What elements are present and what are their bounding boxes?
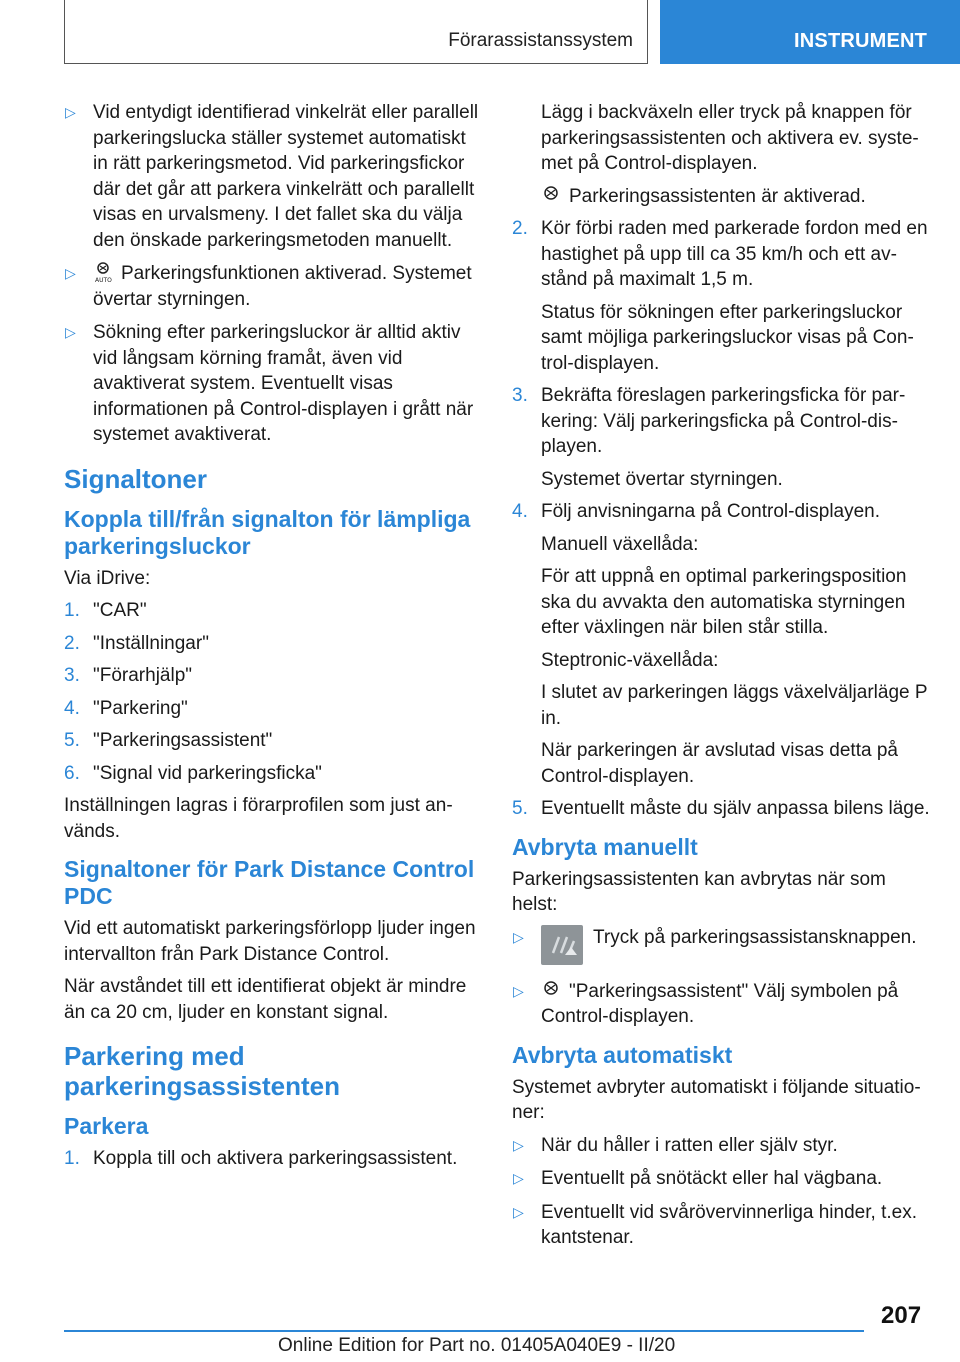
step-note: I slutet av parkeringen läggs växelväljarläge P in. bbox=[541, 682, 928, 729]
step-note: Status för sökningen efter parkeringsluckor samt möjliga parkeringsluckor visas på Control-displayen. bbox=[541, 301, 914, 374]
right-column bbox=[512, 100, 932, 1259]
header-chapter-box bbox=[660, 0, 960, 64]
bullet-item: ▷ Sökning efter parkeringsluckor är alltid aktiv vid långsam körning framåt, även vid avaktiverat system. Eventuellt visas informationen på Control-displayen i grått när systemet avaktiverat. bbox=[64, 320, 482, 448]
park-step: 5. Eventuellt måste du själv anpassa bilens läge. bbox=[512, 798, 930, 819]
svg-text:AUTO: ▷ AUTO bbox=[95, 277, 112, 283]
menu-step: 5. "Parkeringsassistent" bbox=[64, 730, 273, 751]
heading-pdc: Signaltoner för Park Distance Control PDC bbox=[64, 856, 475, 909]
heading-avbryta-automatiskt: Avbryta automatiskt bbox=[512, 1041, 733, 1068]
menu-step: 4. "Parkering" bbox=[64, 697, 188, 719]
menu-step: 1. "CAR" bbox=[64, 600, 147, 621]
auto-intro: Systemet avbryter automatiskt i följande situationer: bbox=[512, 1076, 921, 1123]
park-assist-icon bbox=[541, 184, 561, 206]
pdc-text-1: Vid ett automatiskt parkeringsförlopp ljuder ingen intervallton från Park Distance Control. bbox=[64, 918, 476, 965]
bullet-item: ▷ Tryck på parkeringsassistansknappen. bbox=[512, 925, 932, 971]
park-step: 4. Följ anvisningarna på Control-displayen. bbox=[512, 501, 881, 522]
heading-signaltoner: Signaltoner bbox=[64, 463, 208, 494]
left-column bbox=[64, 100, 482, 1179]
bullet-item: ▷ Eventuellt på snötäckt eller hal vägbana. bbox=[512, 1166, 932, 1192]
heading-parkera: Parkera bbox=[64, 1113, 149, 1139]
section-title: Förarassistanssystem bbox=[448, 30, 633, 51]
bullet-item: ▷ "Parkeringsassistent" Välj symbolen på Control-displayen. bbox=[512, 979, 932, 1030]
heading-koppla: Koppla till/från signalton för lämpliga parkeringsluckor bbox=[64, 505, 471, 559]
bullet-item: ▷ När du håller i ratten eller själv styr. bbox=[512, 1133, 932, 1159]
saved-note: Inställningen lagras i förarprofilen som just används. bbox=[64, 795, 453, 842]
bullet-item: ▷ AUTO Parkeringsfunktionen aktiverad. Systemet övertar styrningen. bbox=[64, 261, 482, 312]
bullet-item: ▷ Vid entydigt identifierad vinkelrät eller parallell parkeringslucka ställer systemet automatiskt in rätt parkeringsmetod. Vid parkeringsfickor där det går att parkera vinkelrätt och parallellt visas en urvalsmeny. I det fallet ska du välja den önskade parkeringsmetoden manuellt. bbox=[64, 100, 482, 253]
park-assist-auto-icon bbox=[93, 261, 113, 283]
park-assist-button-image bbox=[541, 925, 583, 965]
step-note: För att uppnå en optimal parkeringsposition ska du avvakta den automatiska styrningen efter växlingen när bilen står stilla. bbox=[541, 566, 907, 638]
edition-text: Online Edition for Part no. 01405A040E9 - II/20 bbox=[278, 1335, 676, 1356]
menu-step: 2. "Inställningar" bbox=[64, 632, 209, 654]
manual-intro: Parkeringsassistenten kan avbrytas när som helst: bbox=[512, 868, 886, 915]
heading-avbryta-manuellt: Avbryta manuellt bbox=[512, 833, 698, 860]
step-note: Steptronic-växellåda: bbox=[541, 649, 719, 671]
footer-rule bbox=[64, 1330, 864, 1332]
bullet-item: ▷ Eventuellt vid svårövervinnerliga hinder, t.ex. kantstenar. bbox=[512, 1200, 932, 1251]
via-idrive: Via iDrive: bbox=[64, 567, 151, 589]
pdc-text-2: När avståndet till ett identifierat objekt är mindre än ca 20 cm, ljuder en konstant signal. bbox=[64, 976, 467, 1023]
header-section-box bbox=[64, 0, 648, 64]
park-step: 1. Koppla till och aktivera parkeringsassistent. bbox=[64, 1148, 458, 1169]
step-note: När parkeringen är avslutad visas detta på Control-displayen. bbox=[541, 740, 898, 787]
page-number: 207 bbox=[881, 1302, 922, 1329]
menu-step: 6. "Signal vid parkeringsficka" bbox=[64, 762, 322, 784]
step1-continued: Lägg i backväxeln eller tryck på knappen för parkeringsassistenten och aktivera ev. systemet på Control-displayen. bbox=[541, 102, 919, 174]
heading-parkering: Parkering med parkeringsassistenten bbox=[64, 1041, 341, 1101]
menu-step: 3. "Förarhjälp" bbox=[64, 665, 193, 686]
chapter-title: INSTRUMENT bbox=[794, 30, 928, 52]
park-step: 3. Bekräfta föreslagen parkeringsficka för parkering: Välj parkeringsficka på Control-displayen. bbox=[512, 385, 906, 457]
step-note: Manuell växellåda: bbox=[541, 533, 699, 555]
activated-line: Parkeringsassistenten är aktiverad. bbox=[512, 184, 932, 210]
step-note: Systemet övertar styrningen. bbox=[541, 468, 783, 490]
park-assist-icon bbox=[541, 979, 561, 1001]
park-step: 2. Kör förbi raden med parkerade fordon med en hastighet på upp till ca 35 km/h och ett avstånd på maximalt 1,5 m. bbox=[512, 218, 928, 290]
